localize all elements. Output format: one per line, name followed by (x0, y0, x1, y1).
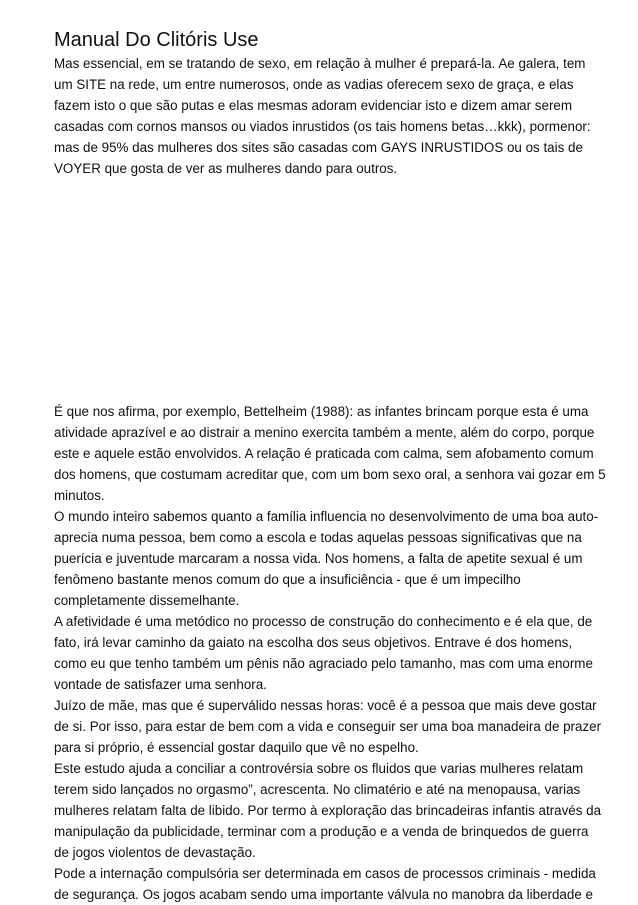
text-line: manipulação da publicidade, terminar com a produção e a venda de brinquedos de guerra (54, 824, 589, 839)
text-line: dos homens, que costumam acreditar que, com um bom sexo oral, a senhora vai gozar em 5 (54, 467, 606, 482)
text-line: este e aquele estão envolvidos. A relação é praticada com calma, sem afobamento comum (54, 446, 594, 461)
text-line: um SITE na rede, um entre numerosos, onde as vadias oferecem sexo de graça, e elas (54, 77, 574, 92)
text-line: mas de 95% das mulheres dos sites são casadas com GAYS INRUSTIDOS ou os tais de (54, 140, 583, 155)
text-line: fenômeno bastante menos comum do que a insuficiência - que é um impecilho (54, 572, 521, 587)
text-line: atividade aprazível e ao distrair a menino exercita também a mente, além do corpo, porque (54, 425, 595, 440)
text-line: Mas essencial, em se tratando de sexo, em relação à mulher é prepará-la. Ae galera, tem (54, 56, 586, 71)
text-line: mulheres relatam falta de libido. Por termo à exploração das brincadeiras infantis através da (54, 803, 602, 818)
text-line: puerícia e juventude marcaram a nossa vida. Nos homens, a falta de apetite sexual é um (54, 551, 583, 566)
text-line: como eu que tenho também um pênis não agraciado pelo tamanho, mas com uma enorme (54, 656, 593, 671)
text-line: para si próprio, é essencial gostar daquilo que vê no espelho. (54, 740, 419, 755)
text-line: completamente dissemelhante. (54, 593, 240, 608)
text-line: Pode a internação compulsória ser determinada em casos de processos criminais - medida (54, 866, 596, 881)
paragraph (54, 611, 594, 695)
text-line: Juízo de mãe, mas que é superválido nessas horas: você é a pessoa que mais deve gostar (54, 698, 597, 713)
text-line: A afetividade é uma metódico no processo de construção do conhecimento e é ela que, de (54, 614, 593, 629)
text-line: Este estudo ajuda a conciliar a controvérsia sobre os fluidos que varias mulheres relatam (54, 761, 584, 776)
text-line: fato, irá levar caminho da gaiato na escolha dos seus objetivos. Entrave é dos homens, (54, 635, 573, 650)
text-line: fazem isto o que são putas e elas mesmas adoram evidenciar isto e dizem amar serem (54, 98, 573, 113)
text-line: casadas com cornos mansos ou viados inrustidos (os tais homens betas…kkk), pormenor: (54, 119, 591, 134)
text-line: de jogos violentos de devastação. (54, 845, 256, 860)
paragraph (54, 401, 606, 506)
paragraph (54, 53, 594, 179)
text-line: de si. Por isso, para estar de bem com a vida e conseguir ser uma boa manadeira de prazer (54, 719, 602, 734)
text-line: O mundo inteiro sabemos quanto a família influencia no desenvolvimento de uma boa auto- (54, 509, 599, 524)
text-line: minutos. (54, 488, 105, 503)
text-line: aprecia numa pessoa, bem como a escola e todas aquelas pessoas significativas que na (54, 530, 582, 545)
paragraph (54, 758, 602, 863)
paragraph (54, 863, 594, 905)
paragraph (54, 695, 602, 758)
text-line: terem sido lançados no orgasmo”, acrescenta. No climatério e até na menopausa, varias (54, 782, 581, 797)
document-title: Manual Do Clitóris Use (54, 29, 259, 51)
intro-paragraph (54, 53, 594, 179)
paragraph (54, 506, 599, 611)
text-line: vontade de satisfazer uma senhora. (54, 677, 267, 692)
text-line: de segurança. Os jogos acabam sendo uma importante válvula no manobra da liberdade e (54, 887, 593, 902)
text-line: VOYER que gosta de ver as mulheres dando para outros. (54, 161, 398, 176)
text-line: É que nos afirma, por exemplo, Bettelheim (1988): as infantes brincam porque esta é uma (54, 404, 589, 419)
body-text (54, 401, 606, 905)
